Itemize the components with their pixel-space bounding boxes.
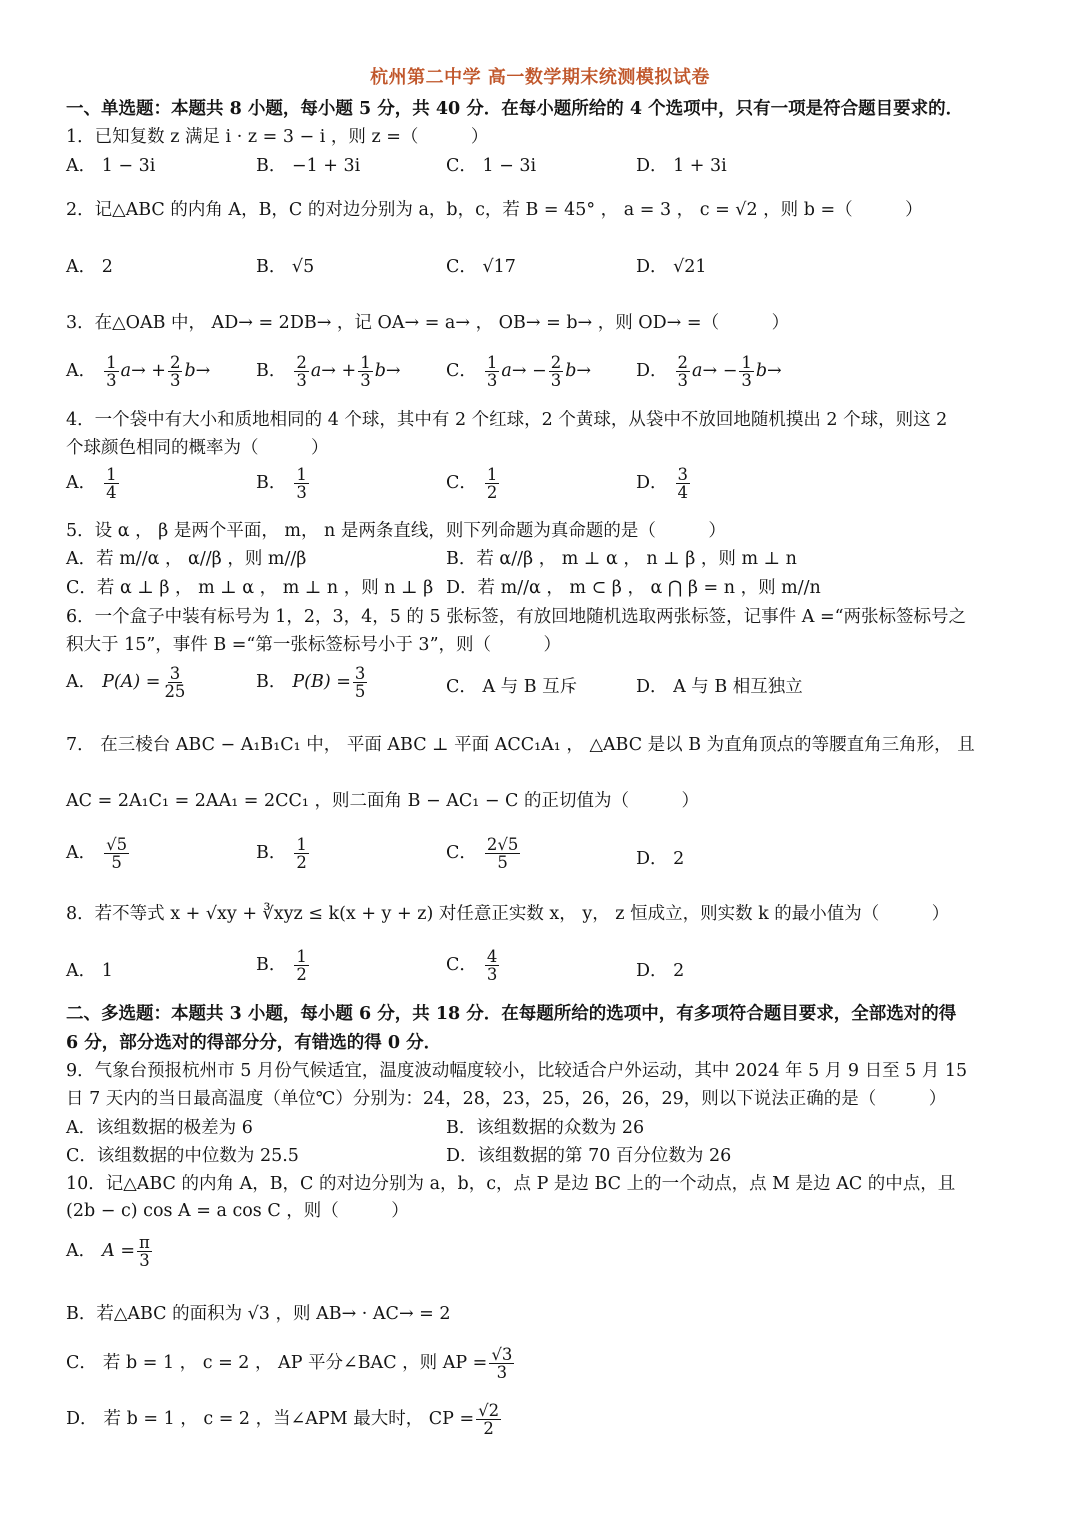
probability-expression: P(A) = bbox=[102, 671, 161, 692]
option-label: A． bbox=[66, 1240, 97, 1261]
vector-term: a→ + bbox=[120, 360, 166, 381]
question-4-stem-line-1: 4．一个袋中有大小和质地相同的 4 个球，其中有 2 个红球，2 个黄球，从袋中不放回地随机摸出 2 个球，则这 2 bbox=[66, 410, 948, 430]
fraction bbox=[485, 466, 500, 502]
option-label: B． bbox=[256, 472, 287, 493]
fraction-denominator: 3 bbox=[496, 1363, 508, 1383]
fraction bbox=[485, 836, 521, 872]
question-9-stem-line-2: 日 7 天内的当日最高温度（单位℃）分别为：24，28，23，25，26，26，29，则以下说法正确的是（ ） bbox=[66, 1089, 947, 1109]
fraction bbox=[104, 354, 119, 390]
question-6-stem-line-1: 6．一个盒子中装有标号为 1，2，3，4，5 的 5 张标签，有放回地随机选取两张标签，记事件 A =“两张标签标号之 bbox=[66, 607, 967, 627]
question-9-option-a: A．该组数据的极差为 6 bbox=[66, 1118, 253, 1138]
fraction bbox=[294, 948, 309, 984]
fraction-denominator: 3 bbox=[106, 371, 117, 391]
fraction-denominator: 2 bbox=[296, 965, 307, 985]
question-8-option-d: D． 2 bbox=[636, 961, 685, 981]
question-7-option-d: D． 2 bbox=[636, 849, 685, 869]
fraction-numerator: 3 bbox=[354, 664, 366, 683]
option-label: C． bbox=[446, 360, 477, 381]
option-label: A． bbox=[66, 360, 97, 381]
page-title: 杭州第二中学 高一数学期末统测模拟试卷 bbox=[370, 67, 710, 88]
question-10-option-c bbox=[66, 1346, 516, 1382]
fraction-numerator: 3 bbox=[169, 664, 181, 683]
question-9-option-c: C．该组数据的中位数为 25.5 bbox=[66, 1146, 299, 1166]
fraction bbox=[485, 948, 500, 984]
option-label: B． bbox=[256, 671, 287, 692]
question-4-option-d bbox=[636, 466, 692, 502]
question-1-option-c: C． 1 − 3i bbox=[446, 156, 537, 176]
question-3-option-d bbox=[636, 354, 782, 390]
fraction bbox=[676, 466, 691, 502]
option-label: C． bbox=[446, 472, 477, 493]
fraction-denominator: 3 bbox=[550, 371, 562, 391]
question-5-option-d: D．若 m//α ， m ⊂ β ， α ⋂ β = n ，则 m//n bbox=[446, 578, 821, 598]
question-1-option-d: D． 1 + 3i bbox=[636, 156, 727, 176]
question-10-option-d bbox=[66, 1402, 503, 1438]
fraction-denominator: 3 bbox=[296, 371, 307, 391]
question-9-stem-line-1: 9．气象台预报杭州市 5 月份气候适宜，温度波动幅度较小，比较适合户外运动，其中 2024 年 5 月 9 日至 5 月 15 bbox=[66, 1061, 968, 1081]
fraction bbox=[294, 466, 309, 502]
question-10-option-b: B．若△ABC 的面积为 √3 ，则 AB→ · AC→ = 2 bbox=[66, 1304, 451, 1324]
fraction-numerator: 2√5 bbox=[486, 835, 519, 854]
question-3-stem: 3．在△OAB 中， AD→ = 2DB→ ，记 OA→ = a→ ， OB→ = b→ ，则 OD→ =（ ） bbox=[66, 313, 790, 333]
question-1-stem: 1．已知复数 z 满足 i · z = 3 − i ，则 z =（ ） bbox=[66, 127, 489, 147]
fraction-numerator: 1 bbox=[296, 947, 307, 966]
option-label: A． bbox=[66, 842, 97, 863]
question-2-option-c: C． √17 bbox=[446, 257, 516, 277]
vector-term: b→ bbox=[565, 360, 592, 381]
fraction bbox=[104, 466, 119, 502]
question-6-stem-line-2: 积大于 15”，事件 B =“第一张标签标号小于 3”，则（ ） bbox=[66, 635, 562, 655]
fraction bbox=[294, 836, 309, 872]
fraction-numerator: 2 bbox=[677, 353, 689, 372]
section-2-heading-line-1: 二、多选题：本题共 3 小题，每小题 6 分，共 18 分．在每题所给的选项中，有多项符合题目要求，全部选对的得 bbox=[66, 1004, 957, 1024]
fraction-denominator: 2 bbox=[483, 1419, 494, 1439]
fraction-denominator: 25 bbox=[164, 682, 186, 702]
fraction-denominator: 3 bbox=[741, 371, 752, 391]
question-2-stem: 2．记△ABC 的内角 A，B，C 的对边分别为 a，b，c，若 B = 45° ， a = 3 ， c = √2 ，则 b =（ ） bbox=[66, 200, 923, 220]
question-8-option-a: A． 1 bbox=[66, 961, 113, 981]
question-7-stem-line-1: 7． 在三棱台 ABC − A₁B₁C₁ 中， 平面 ABC ⊥ 平面 ACC₁A₁ ， △ABC 是以 B 为直角顶点的等腰直角三角形， 且 bbox=[66, 735, 975, 755]
question-10-option-a bbox=[66, 1234, 154, 1270]
option-label: D． bbox=[636, 360, 668, 381]
fraction-numerator: √3 bbox=[491, 1345, 513, 1364]
question-6-option-a bbox=[66, 665, 189, 701]
fraction bbox=[353, 665, 368, 701]
option-label: B． bbox=[256, 842, 287, 863]
vector-term: a→ + bbox=[310, 360, 357, 381]
fraction-numerator: 3 bbox=[677, 465, 689, 484]
question-7-stem-line-2: AC = 2A₁C₁ = 2AA₁ = 2CC₁ ，则二面角 B − AC₁ − C 的正切值为（ ） bbox=[66, 791, 699, 811]
section-1-heading: 一、单选题：本题共 8 小题，每小题 5 分，共 40 分．在每小题所给的 4 个选项中，只有一项是符合题目要求的． bbox=[66, 99, 964, 119]
fraction-denominator: 3 bbox=[486, 371, 498, 391]
option-label: B． bbox=[256, 954, 287, 975]
fraction-numerator: 4 bbox=[486, 947, 498, 966]
fraction bbox=[489, 1346, 514, 1382]
fraction bbox=[739, 354, 754, 390]
question-3-option-a bbox=[66, 354, 210, 390]
fraction-numerator: 1 bbox=[106, 465, 117, 484]
fraction-denominator: 4 bbox=[677, 483, 689, 503]
option-label: D． bbox=[66, 1408, 98, 1429]
question-7-option-c bbox=[446, 836, 522, 872]
vector-term: b→ bbox=[755, 360, 782, 381]
question-2-option-b: B． √5 bbox=[256, 257, 315, 277]
question-6-option-c: C． A 与 B 互斥 bbox=[446, 677, 578, 697]
fraction bbox=[168, 354, 183, 390]
question-9-option-d: D．该组数据的第 70 百分位数为 26 bbox=[446, 1146, 732, 1166]
question-9-option-b: B．该组数据的众数为 26 bbox=[446, 1118, 645, 1138]
option-label: B． bbox=[256, 360, 287, 381]
vector-term: b→ bbox=[374, 360, 401, 381]
section-2-heading-line-2: 6 分，部分选对的得部分分，有错选的得 0 分． bbox=[66, 1033, 442, 1053]
question-5-stem: 5．设 α ， β 是两个平面， m， n 是两条直线，则下列命题为真命题的是（ ） bbox=[66, 521, 726, 541]
question-6-option-d: D． A 与 B 相互独立 bbox=[636, 677, 803, 697]
vector-term: a→ − bbox=[501, 360, 547, 381]
fraction-numerator: √2 bbox=[478, 1401, 500, 1420]
question-8-option-c bbox=[446, 948, 501, 984]
fraction-denominator: 3 bbox=[296, 483, 307, 503]
fraction-denominator: 3 bbox=[139, 1251, 150, 1271]
fraction-numerator: √5 bbox=[106, 835, 128, 854]
fraction-numerator: 1 bbox=[296, 835, 307, 854]
question-10-stem-line-2: (2b − c) cos A = a cos C ，则（ ） bbox=[66, 1201, 409, 1221]
question-4-option-c bbox=[446, 466, 501, 502]
condition-text: 若 b = 1 ， c = 2 ，当∠APM 最大时， CP = bbox=[103, 1408, 475, 1429]
probability-expression: P(B) = bbox=[292, 671, 351, 692]
fraction-denominator: 4 bbox=[106, 483, 117, 503]
fraction-numerator: π bbox=[139, 1233, 150, 1252]
fraction bbox=[294, 354, 309, 390]
fraction bbox=[104, 836, 129, 872]
question-1-option-b: B． −1 + 3i bbox=[256, 156, 361, 176]
fraction-numerator: 1 bbox=[486, 465, 498, 484]
fraction-denominator: 3 bbox=[169, 371, 181, 391]
question-8-stem: 8．若不等式 x + √xy + ∛xyz ≤ k(x + y + z) 对任意正实数 x， y， z 恒成立，则实数 k 的最小值为（ ） bbox=[66, 904, 950, 924]
fraction-numerator: 2 bbox=[550, 353, 562, 372]
fraction-numerator: 1 bbox=[296, 465, 307, 484]
option-label: C． bbox=[446, 842, 477, 863]
fraction-numerator: 1 bbox=[360, 353, 371, 372]
fraction-denominator: 2 bbox=[296, 853, 307, 873]
question-5-option-a: A．若 m//α ， α//β ，则 m//β bbox=[66, 549, 307, 569]
question-3-option-b bbox=[256, 354, 401, 390]
option-label: C． bbox=[66, 1352, 97, 1373]
question-6-option-b bbox=[256, 665, 369, 701]
question-5-option-c: C．若 α ⊥ β ， m ⊥ α ， m ⊥ n ，则 n ⊥ β bbox=[66, 578, 434, 598]
question-1-option-a: A． 1 − 3i bbox=[66, 156, 156, 176]
fraction-denominator: 3 bbox=[360, 371, 371, 391]
question-2-option-a: A． 2 bbox=[66, 257, 113, 277]
option-label: A． bbox=[66, 472, 97, 493]
vector-term: a→ − bbox=[692, 360, 738, 381]
fraction-numerator: 2 bbox=[296, 353, 307, 372]
option-label: C． bbox=[446, 954, 477, 975]
fraction-denominator: 3 bbox=[677, 371, 689, 391]
fraction bbox=[549, 354, 564, 390]
fraction-denominator: 5 bbox=[111, 853, 122, 873]
fraction-numerator: 1 bbox=[106, 353, 117, 372]
question-10-stem-line-1: 10．记△ABC 的内角 A，B，C 的对边分别为 a，b，c，点 P 是边 BC 上的一个动点，点 M 是边 AC 的中点，且 bbox=[66, 1174, 956, 1194]
question-8-option-b bbox=[256, 948, 311, 984]
fraction bbox=[476, 1402, 501, 1438]
question-4-stem-line-2: 个球颜色相同的概率为（ ） bbox=[66, 438, 329, 458]
fraction-numerator: 1 bbox=[486, 353, 498, 372]
fraction bbox=[162, 665, 187, 701]
fraction bbox=[485, 354, 500, 390]
fraction bbox=[358, 354, 373, 390]
fraction-numerator: 1 bbox=[741, 353, 752, 372]
question-4-option-a bbox=[66, 466, 121, 502]
option-label: D． bbox=[636, 472, 668, 493]
question-5-option-b: B．若 α//β ， m ⊥ α ， n ⊥ β ，则 m ⊥ n bbox=[446, 549, 797, 569]
fraction-denominator: 5 bbox=[497, 853, 508, 873]
question-3-option-c bbox=[446, 354, 591, 390]
fraction-denominator: 2 bbox=[486, 483, 498, 503]
option-label: A． bbox=[66, 671, 97, 692]
question-7-option-a bbox=[66, 836, 131, 872]
question-7-option-b bbox=[256, 836, 311, 872]
question-4-option-b bbox=[256, 466, 311, 502]
fraction-denominator: 3 bbox=[486, 965, 498, 985]
vector-term: b→ bbox=[184, 360, 211, 381]
angle-expression: A = bbox=[102, 1240, 136, 1261]
condition-text: 若 b = 1 ， c = 2 ， AP 平分∠BAC ，则 AP = bbox=[102, 1352, 488, 1373]
question-2-option-d: D． √21 bbox=[636, 257, 707, 277]
fraction-denominator: 5 bbox=[354, 682, 366, 702]
fraction bbox=[676, 354, 691, 390]
fraction bbox=[137, 1234, 152, 1270]
fraction-numerator: 2 bbox=[169, 353, 181, 372]
